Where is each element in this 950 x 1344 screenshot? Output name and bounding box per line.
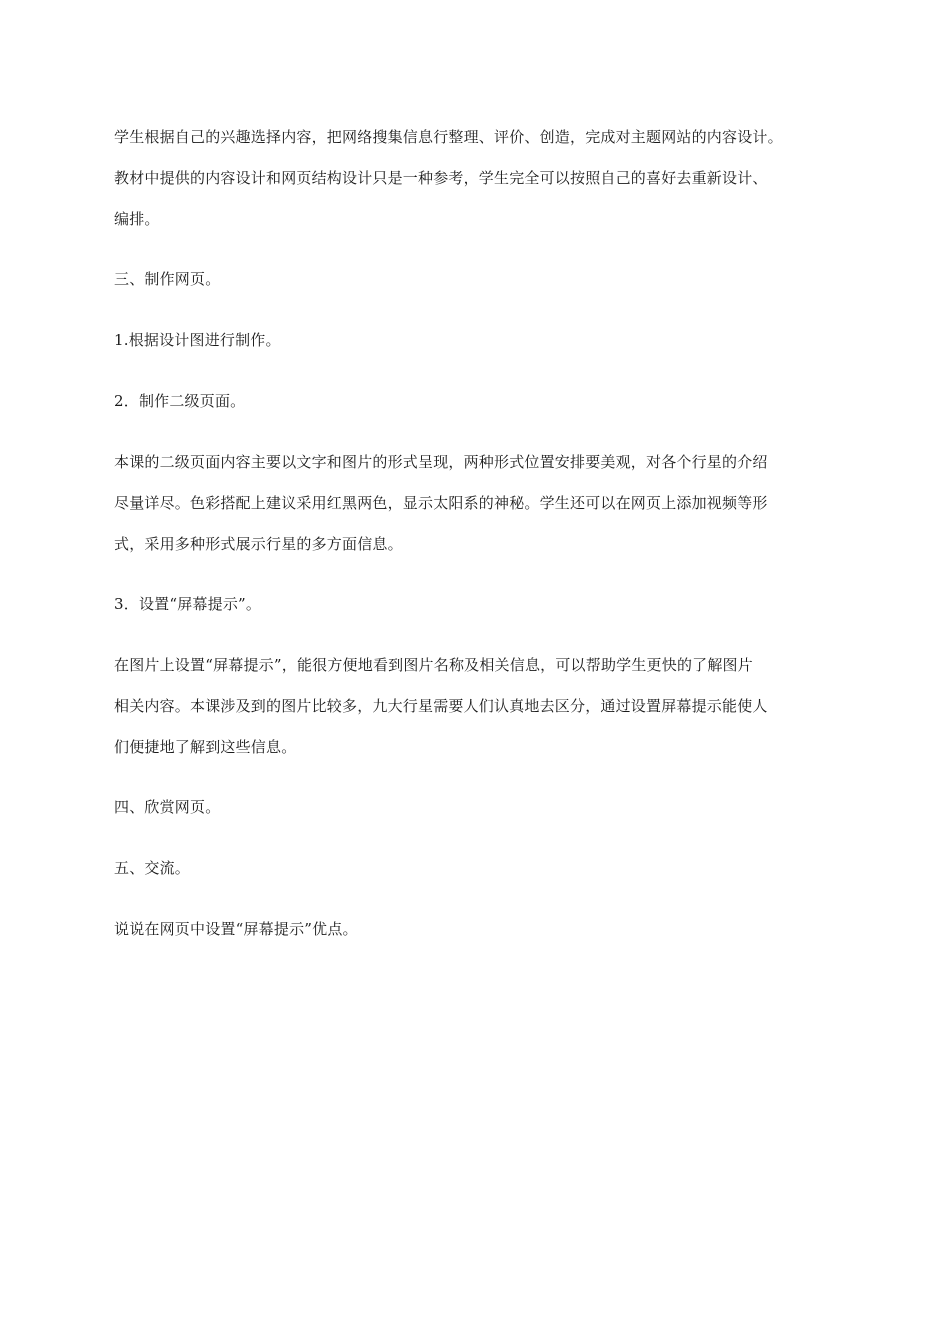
text-line: 四、欣赏网页。 (114, 798, 221, 816)
text-line: 3．设置“屏幕提示”。 (114, 595, 262, 613)
text-line: 编排。 (114, 210, 160, 228)
text-line: 尽量详尽。色彩搭配上建议采用红黑两色，显示太阳系的神秘。学生还可以在网页上添加视频等形 (114, 494, 768, 512)
step-3-heading (114, 584, 850, 625)
paragraph-discussion (114, 909, 850, 950)
text-line: 三、制作网页。 (114, 270, 221, 288)
text-line: 说说在网页中设置“屏幕提示”优点。 (114, 920, 358, 938)
text-line: 本课的二级页面内容主要以文字和图片的形式呈现，两种形式位置安排要美观，对各个行星的介绍 (114, 453, 768, 471)
paragraph-screen-tips (114, 645, 850, 768)
text-line: 教材中提供的内容设计和网页结构设计只是一种参考，学生完全可以按照自己的喜好去重新设计、 (114, 169, 768, 187)
paragraph-content-design (114, 117, 850, 240)
text-line: 相关内容。本课涉及到的图片比较多，九大行星需要人们认真地去区分，通过设置屏幕提示能使人 (114, 697, 768, 715)
paragraph-secondary-page (114, 442, 850, 565)
section-heading-make-webpage (114, 259, 850, 300)
text-line: 在图片上设置“屏幕提示”，能很方便地看到图片名称及相关信息，可以帮助学生更快的了解图片 (114, 656, 753, 674)
section-heading-appreciate (114, 787, 850, 828)
text-line: 五、交流。 (114, 859, 191, 877)
section-heading-exchange (114, 848, 850, 889)
step-2-heading (114, 381, 850, 422)
text-line: 学生根据自己的兴趣选择内容，把网络搜集信息行整理、评价、创造，完成对主题网站的内容设计。 (114, 128, 783, 146)
text-line: 1.根据设计图进行制作。 (114, 331, 281, 349)
text-line: 们便捷地了解到这些信息。 (114, 738, 297, 756)
text-line: 式，采用多种形式展示行星的多方面信息。 (114, 535, 403, 553)
step-1-heading (114, 320, 850, 361)
text-line: 2．制作二级页面。 (114, 392, 246, 410)
